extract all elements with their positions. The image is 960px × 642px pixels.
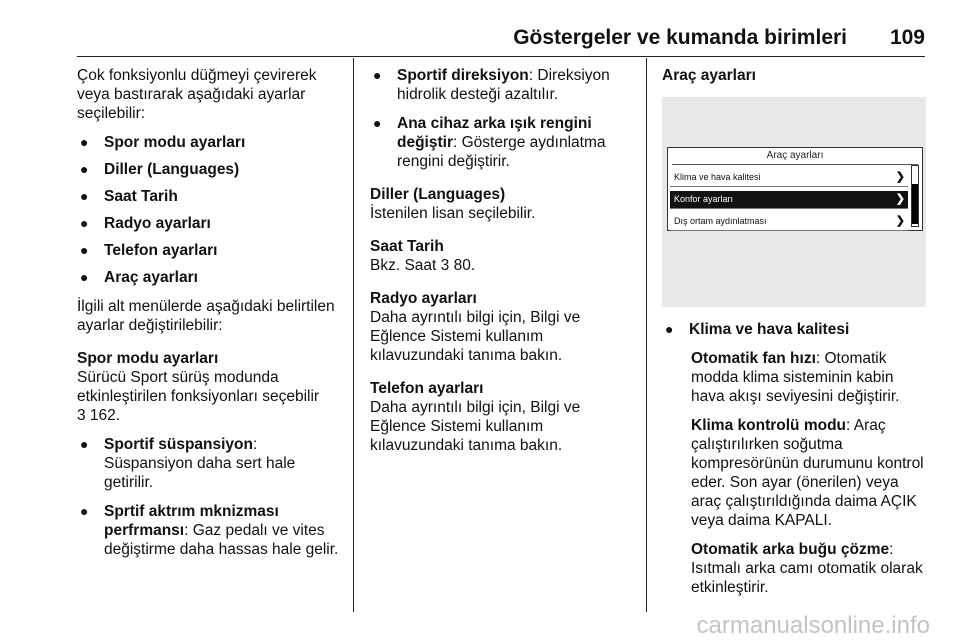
bullet-item: ● Ana cihaz arka ışık rengini değiştir: Gösterge aydınlatma rengini değiştirir.: [370, 114, 638, 171]
chevron-right-icon: ❯: [895, 193, 905, 205]
page-title: Göstergeler ve kumanda birimleri: [513, 26, 847, 49]
display-screen: [667, 147, 923, 231]
display-menu-row-selected: Konfor ayarları ❯: [670, 191, 908, 209]
setting-description: Otomatik arka buğu çözme: Isıtmalı arka camı otomatik olarak etkinleştirir.: [691, 541, 923, 596]
section-text: Bkz. Saat 3 80.: [370, 257, 476, 274]
column-1: [77, 66, 347, 559]
display-title: Araç ayarları: [672, 148, 918, 165]
section-text: Daha ayrıntılı bilgi için, Bilgi ve Eğlence Sistemi kullanım kılavuzundaki tanıma bakın.: [370, 399, 581, 454]
section-heading: Diller (Languages): [370, 186, 506, 203]
menu-item: ● Spor modu ayarları: [77, 133, 347, 152]
page-number: 109: [889, 26, 925, 49]
page-reference: 3 162.: [77, 407, 121, 424]
column-3-heading-wrap: [662, 66, 926, 85]
menu-item: ● Araç ayarları: [77, 268, 347, 287]
header-divider: [77, 56, 925, 57]
submenu-text: İlgili alt menülerde aşağıdaki belirtilen ayarlar değiştirilebilir:: [77, 298, 335, 334]
setting-description: Otomatik fan hızı: Otomatik modda klima sisteminin kabin hava akışı seviyesini değiştirir.: [691, 350, 900, 405]
section-heading: Spor modu ayarları: [77, 350, 219, 367]
menu-item: ● Telefon ayarları: [77, 241, 347, 260]
column-divider: [646, 58, 647, 612]
watermark: carmanualsonline.info: [696, 612, 930, 639]
column-3: [662, 320, 926, 597]
setting-description: Klima kontrolü modu: Araç çalıştırılırken soğutma kompresörünün durumunu kontrol eder. Son ayar (önerilen) veya araç çalıştırıldığında daima AÇIK veya daima KAPALI.: [691, 417, 924, 529]
display-illustration: [662, 97, 926, 307]
section-text: İstenilen lisan seçilebilir.: [370, 205, 536, 222]
display-scrollbar: [911, 165, 919, 227]
chevron-right-icon: ❯: [895, 171, 905, 183]
section-heading: Radyo ayarları: [370, 290, 477, 307]
column-divider: [353, 58, 354, 612]
section-heading: Telefon ayarları: [370, 380, 484, 397]
column-2: [370, 66, 638, 455]
bullet-item: ● Sprtif aktrım mknizması perfrmansı: Gaz pedalı ve vites değiştirme daha hassas hale gelir.: [77, 502, 347, 559]
bullet-item: ● Sportif süspansiyon: Süspansiyon daha sert hale getirilir.: [77, 435, 347, 492]
bullet-item: ● Sportif direksiyon: Direksiyon hidrolik desteği azaltılır.: [370, 66, 638, 104]
section-heading: Saat Tarih: [370, 238, 444, 255]
section-heading: Araç ayarları: [662, 67, 756, 84]
intro-text: Çok fonksiyonlu düğmeyi çevirerek veya bastırarak aşağıdaki ayarlar seçilebilir:: [77, 67, 317, 122]
menu-item: ● Diller (Languages): [77, 160, 347, 179]
chevron-right-icon: ❯: [895, 215, 905, 227]
menu-item: ● Radyo ayarları: [77, 214, 347, 233]
bullet-item: ● Klima ve hava kalitesi: [662, 320, 926, 339]
display-menu-row: Dış ortam aydınlatması ❯: [670, 213, 908, 231]
display-menu-row: Klima ve hava kalitesi ❯: [670, 169, 908, 187]
page-header: [77, 26, 925, 54]
section-text: Daha ayrıntılı bilgi için, Bilgi ve Eğlence Sistemi kullanım kılavuzundaki tanıma bakın.: [370, 309, 581, 364]
menu-item: ● Saat Tarih: [77, 187, 347, 206]
scrollbar-thumb: [912, 184, 918, 224]
section-text: Sürücü Sport sürüş modunda etkinleştirilen fonksiyonları seçebilir: [77, 369, 320, 405]
